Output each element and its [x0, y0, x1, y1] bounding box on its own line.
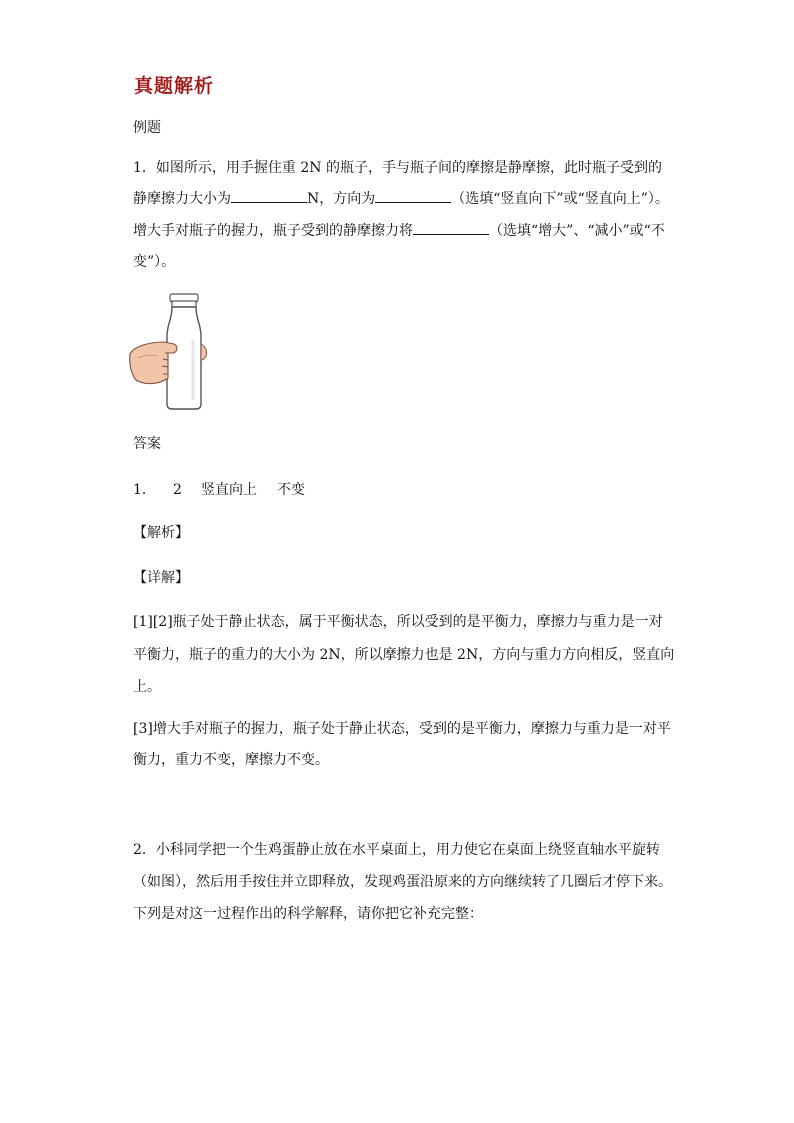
question-1-text: （选填“增大”、“减小”或“不 [489, 223, 665, 239]
question-1-line-2 [133, 188, 669, 209]
answer-value: 不变 [277, 482, 305, 498]
analysis-label: 【解析】 [133, 525, 189, 541]
question-1-text: N，方向为 [307, 191, 376, 207]
answer-blank-3 [413, 220, 489, 235]
detail-paragraph-1-line: [1][2]瓶子处于静止状态，属于平衡状态，所以受到的是平衡力，摩擦力与重力是一对 [133, 614, 663, 630]
bottle-hand-illustration [128, 292, 212, 414]
section-label: 例题 [133, 120, 161, 136]
answer-number: 1． [133, 482, 156, 498]
question-1-text: 增大手对瓶子的握力，瓶子受到的静摩擦力将 [133, 223, 413, 239]
question-1-line-1: 1．如图所示，用手握住重 2N 的瓶子，手与瓶子间的摩擦是静摩擦，此时瓶子受到的 [133, 160, 662, 176]
answer-blank-2 [375, 188, 451, 203]
page-title: 真题解析 [134, 75, 215, 97]
question-1-text: 静摩擦力大小为 [133, 191, 231, 207]
question-2-line: （如图），然后用手按住并立即释放，发现鸡蛋沿原来的方向继续转了几圈后才停下来。 [133, 874, 672, 890]
detail-paragraph-1-line: 平衡力，瓶子的重力的大小为 2N，所以摩擦力也是 2N，方向与重力方向相反，竖直向 [133, 647, 675, 663]
answer-blank-1 [231, 188, 307, 203]
answer-label: 答案 [133, 436, 161, 452]
answer-value: 2 [173, 482, 182, 498]
detail-paragraph-1-line: 上。 [133, 679, 161, 695]
question-1-line-3 [133, 220, 665, 241]
answer-row [133, 480, 305, 500]
detail-paragraph-2-line: [3]增大手对瓶子的握力，瓶子处于静止状态，受到的是平衡力，摩擦力与重力是一对平 [133, 721, 671, 737]
answer-value: 竖直向上 [201, 482, 257, 498]
question-1-line-4: 变”）。 [133, 254, 176, 270]
detail-label: 【详解】 [133, 570, 189, 586]
question-2-line: 下列是对这一过程作出的科学解释，请你把它补充完整： [133, 906, 483, 922]
question-2-line: 2．小科同学把一个生鸡蛋静止放在水平桌面上，用力使它在桌面上绕竖直轴水平旋转 [133, 842, 660, 858]
question-1-text: （选填“竖直向下”或“竖直向上”）。 [451, 191, 669, 207]
detail-paragraph-2-line: 衡力，重力不变，摩擦力不变。 [133, 752, 329, 768]
